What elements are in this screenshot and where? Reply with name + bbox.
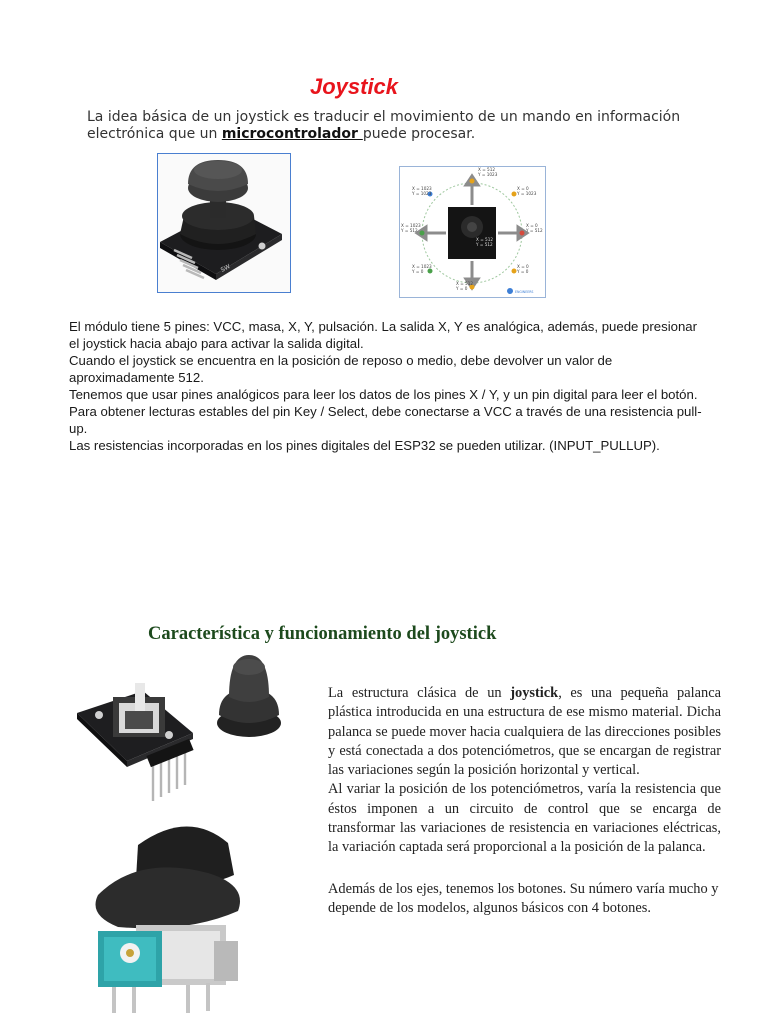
joystick-disassembled-photo (73, 653, 283, 805)
description-line: El módulo tiene 5 pines: VCC, masa, X, Y, pulsación. La salida X, Y es analógica, además, puede presionar el joystick hacia abajo para activar la salida digital. (69, 319, 698, 351)
description-line: Tenemos que usar pines analógicos para leer los datos de los pines X / Y, y un pin digital para leer el botón. Para obtener lecturas estables del pin Key / Select, debe conectarse a VCC a través de una resistencia pull-up. (69, 387, 702, 436)
diagram-label-bottom-left: X = 1023 Y = 0 (412, 264, 432, 274)
joystick-keyword: joystick (510, 685, 559, 701)
description-line: Cuando el joystick se encuentra en la posición de reposo o medio, debe devolver un valor de aproximadamente 512. (69, 353, 613, 385)
structure-text-start: La estructura clásica de un (328, 685, 511, 701)
joystick-values-diagram (399, 166, 546, 298)
buttons-paragraph: Además de los ejes, tenemos los botones. Su número varía mucho y depende de los modelos, algunos básicos con 4 botones. (328, 880, 719, 916)
diagram-label-bottom: X = 512 Y = 0 (456, 281, 474, 291)
structure-paragraph (328, 684, 721, 780)
diagram-label-center: X = 512 Y = 512 (476, 237, 494, 247)
potentiometer-paragraph: Al variar la posición de los potenciómetros, varía la resistencia que éstos imponen a un circuito de control que se encarga de transformar las variaciones de resistencia en variaciones eléctricas, la variación captada será proporcional a la posición de la palanca. (328, 781, 721, 856)
intro-text-start: La idea básica de un joystick es traducir el movimiento de un mando en información electrónica que un (87, 109, 681, 142)
intro-paragraph (87, 109, 717, 143)
microcontrolador-link[interactable]: microcontrolador (221, 126, 363, 142)
section-heading: Característica y funcionamiento del joystick (148, 624, 497, 644)
svg-text:SW: SW (219, 263, 232, 274)
svg-text:ENGINEERS: ENGINEERS (515, 290, 534, 294)
diagram-label-top: X = 512 Y = 1023 (478, 167, 498, 177)
diagram-label-top-left: X = 1023 Y = 1023 (412, 186, 432, 196)
diagram-label-right: X = 0 Y = 512 (526, 223, 543, 233)
module-description (69, 318, 709, 454)
description-line: Las resistencias incorporadas en los pines digitales del ESP32 se pueden utilizar. (INPUT_PULLUP). (69, 438, 660, 453)
diagram-label-top-right: X = 0 Y = 1023 (517, 186, 537, 196)
page-title: Joystick (309, 74, 399, 99)
structure-text-end: , es una pequeña palanca plástica introducida en una estructura de ese mismo material. Dicha palanca se puede mover hacia cualquiera de las direcciones posibles y está conectada a dos potenciómetros, que se encargan de registrar las variaciones según la posición horizontal y vertical. (328, 685, 721, 779)
diagram-label-bottom-right: X = 0 Y = 0 (517, 264, 529, 274)
section-body (328, 684, 721, 918)
intro-text-end: puede procesar. (362, 126, 476, 142)
joystick-potentiometer-photo (78, 815, 258, 1015)
joystick-module-photo (157, 153, 291, 293)
diagram-label-left: X = 1023 Y = 512 (401, 223, 421, 233)
